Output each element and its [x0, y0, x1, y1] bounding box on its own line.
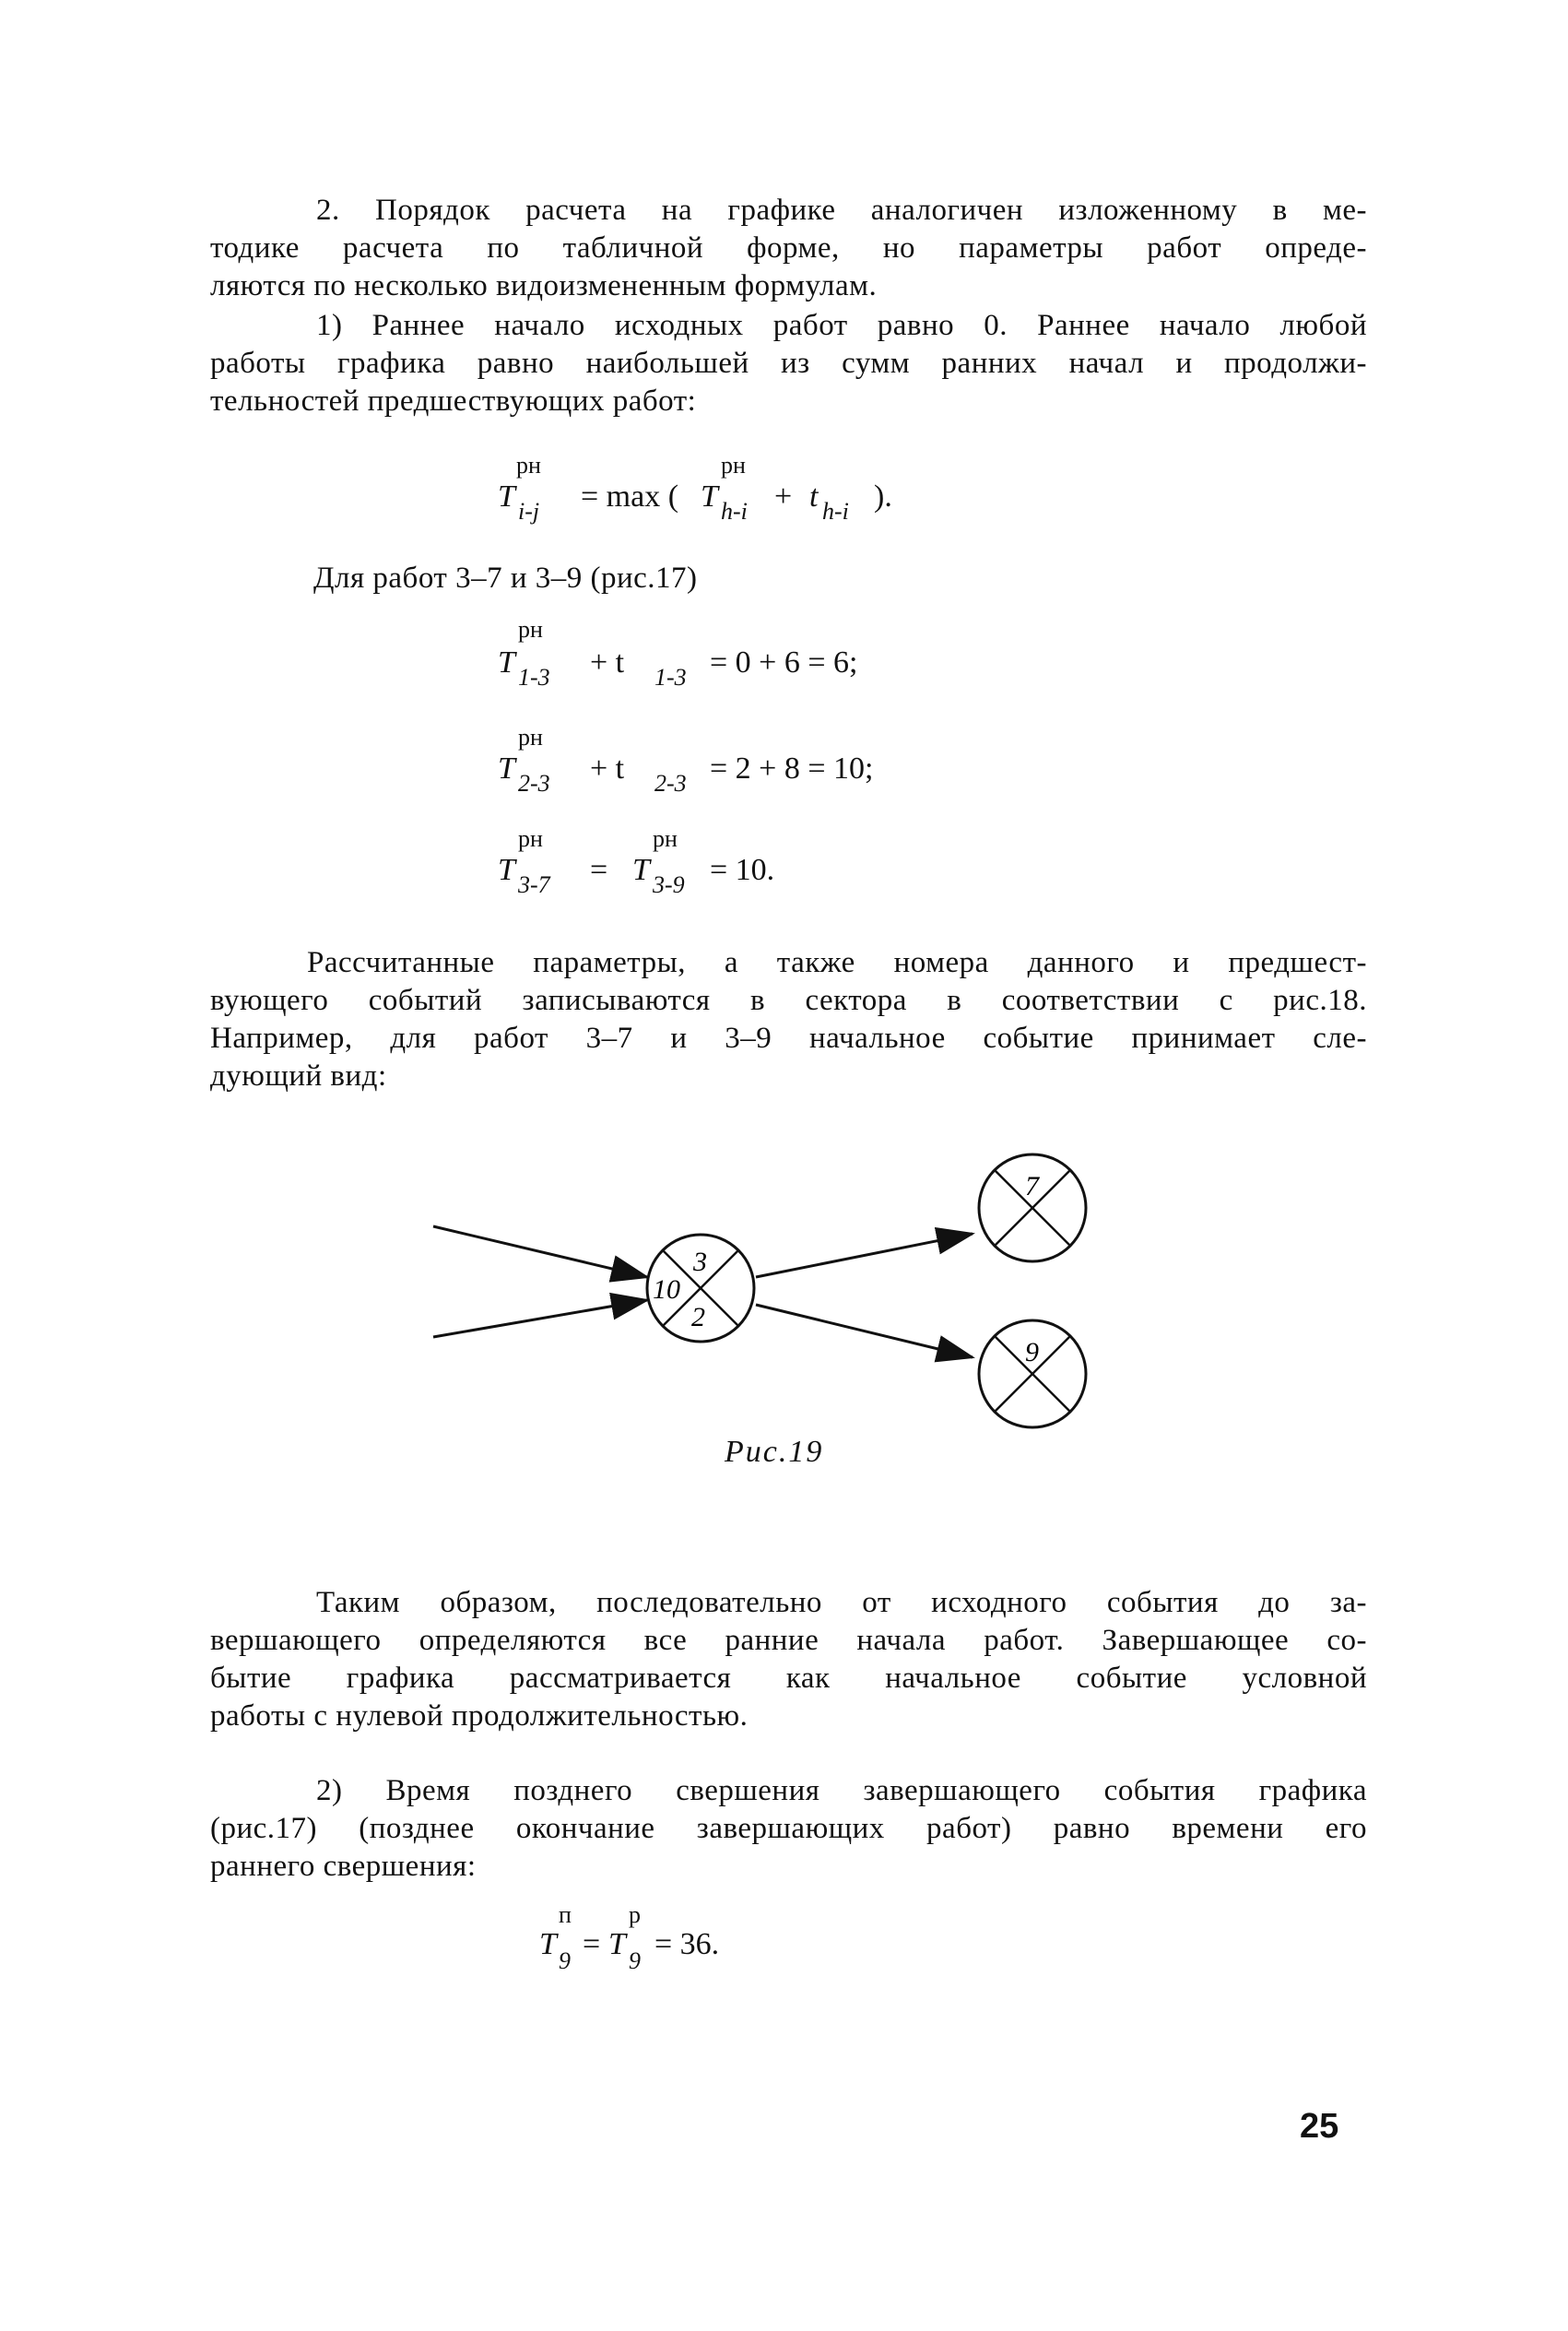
event-node-upper — [979, 1154, 1086, 1261]
text-line: 2. Порядок расчета на графике аналогичен изложенному в ме- — [316, 194, 1367, 227]
formula-superscript: р — [629, 1901, 641, 1928]
text-line: (рис.17) (позднее окончание завершающих работ) равно времени его — [210, 1812, 1367, 1845]
outgoing-arrow — [756, 1234, 973, 1277]
text-line: работы графика равно наибольшей из сумм ранних начал и продолжи- — [210, 347, 1367, 380]
event-node-center — [647, 1235, 754, 1342]
formula-symbol: T — [498, 751, 515, 786]
formula-subscript: 2-3 — [518, 770, 550, 797]
text-line: ляются по несколько видоизмененным формулам. — [210, 269, 878, 302]
formula-superscript: рн — [518, 616, 543, 643]
early-start-label: 10 — [653, 1274, 680, 1305]
text-line: Рассчитанные параметры, а также номера данного и предшест- — [307, 946, 1367, 979]
formula-operator: + — [774, 479, 793, 514]
figure-caption: Рис.19 — [725, 1435, 824, 1469]
formula-result: = 10. — [710, 853, 775, 887]
formula-subscript: 1-3 — [654, 664, 687, 691]
incoming-arrow — [433, 1226, 647, 1277]
formula-operator: = max ( — [581, 479, 679, 514]
text-line: 1) Раннее начало исходных работ равно 0. Раннее начало любой — [316, 309, 1367, 342]
outgoing-arrow — [756, 1305, 973, 1357]
formula-subscript: 9 — [629, 1947, 641, 1974]
formula-symbol: T — [608, 1927, 626, 1961]
formula-result: = 36. — [654, 1927, 720, 1961]
formula-superscript: рн — [518, 724, 543, 751]
formula-operator: + t — [590, 751, 625, 786]
node-number-label: 7 — [1025, 1171, 1039, 1201]
text-line: Например, для работ 3–7 и 3–9 начальное событие принимает сле- — [210, 1022, 1367, 1055]
formula-symbol: T — [539, 1927, 557, 1961]
node-number-label: 3 — [693, 1247, 707, 1277]
incoming-arrow — [433, 1300, 647, 1337]
formula-operator: = — [590, 853, 608, 887]
text-line: раннего свершения: — [210, 1850, 477, 1883]
formula-subscript: h-i — [822, 498, 849, 525]
formula-symbol: T — [632, 853, 650, 887]
text-line: дующий вид: — [210, 1059, 387, 1093]
formula-subscript: 3-9 — [653, 871, 685, 898]
formula-subscript: h-i — [721, 498, 748, 525]
formula-symbol: T — [498, 853, 515, 887]
formula-symbol: T — [498, 645, 515, 680]
formula-operator: = — [583, 1927, 601, 1961]
formula-subscript: 9 — [559, 1947, 571, 1974]
formula-operator: + t — [590, 645, 625, 680]
text-line: работы с нулевой продолжительностью. — [210, 1699, 749, 1733]
formula-symbol: T — [498, 479, 515, 514]
paragraph-4 — [210, 1584, 1367, 1735]
text-line: тодике расчета по табличной форме, но параметры работ опреде- — [210, 231, 1367, 265]
text-line: Таким образом, последовательно от исходного события до за- — [316, 1586, 1367, 1619]
text-line: тельностей предшествующих работ: — [210, 385, 697, 418]
formula-symbol: t — [809, 479, 819, 514]
event-node-lower — [979, 1320, 1086, 1427]
formula-subscript: i-j — [518, 498, 540, 525]
text-line: вершающего определяются все ранние начала работ. Завершающее со- — [210, 1624, 1367, 1657]
formula-subscript: 1-3 — [518, 664, 550, 691]
text-line: бытие графика рассматривается как начальное событие условной — [210, 1662, 1367, 1695]
node-number-label: 9 — [1025, 1337, 1039, 1367]
previous-event-label: 2 — [691, 1302, 705, 1332]
formula-superscript: п — [559, 1901, 572, 1928]
formula-superscript: рн — [653, 825, 678, 852]
formula-symbol: T — [701, 479, 718, 514]
formula-superscript: рн — [518, 825, 543, 852]
formula-operator: ). — [874, 479, 892, 514]
formula-result: = 0 + 6 = 6; — [710, 645, 858, 680]
formula-subscript: 3-7 — [518, 871, 550, 898]
formula-subscript: 2-3 — [654, 770, 687, 797]
text-line: 2) Время позднего свершения завершающего события графика — [316, 1774, 1367, 1807]
formula-superscript: рн — [721, 452, 746, 479]
intro-line: Для работ 3–7 и 3–9 (рис.17) — [313, 562, 698, 595]
page-number: 25 — [1300, 2107, 1339, 2146]
paragraph-5 — [210, 1772, 1367, 1886]
formula-superscript: рн — [516, 452, 541, 479]
formula-result: = 2 + 8 = 10; — [710, 751, 874, 786]
text-line: вующего событий записываются в сектора в соответствии с рис.18. — [210, 984, 1367, 1017]
